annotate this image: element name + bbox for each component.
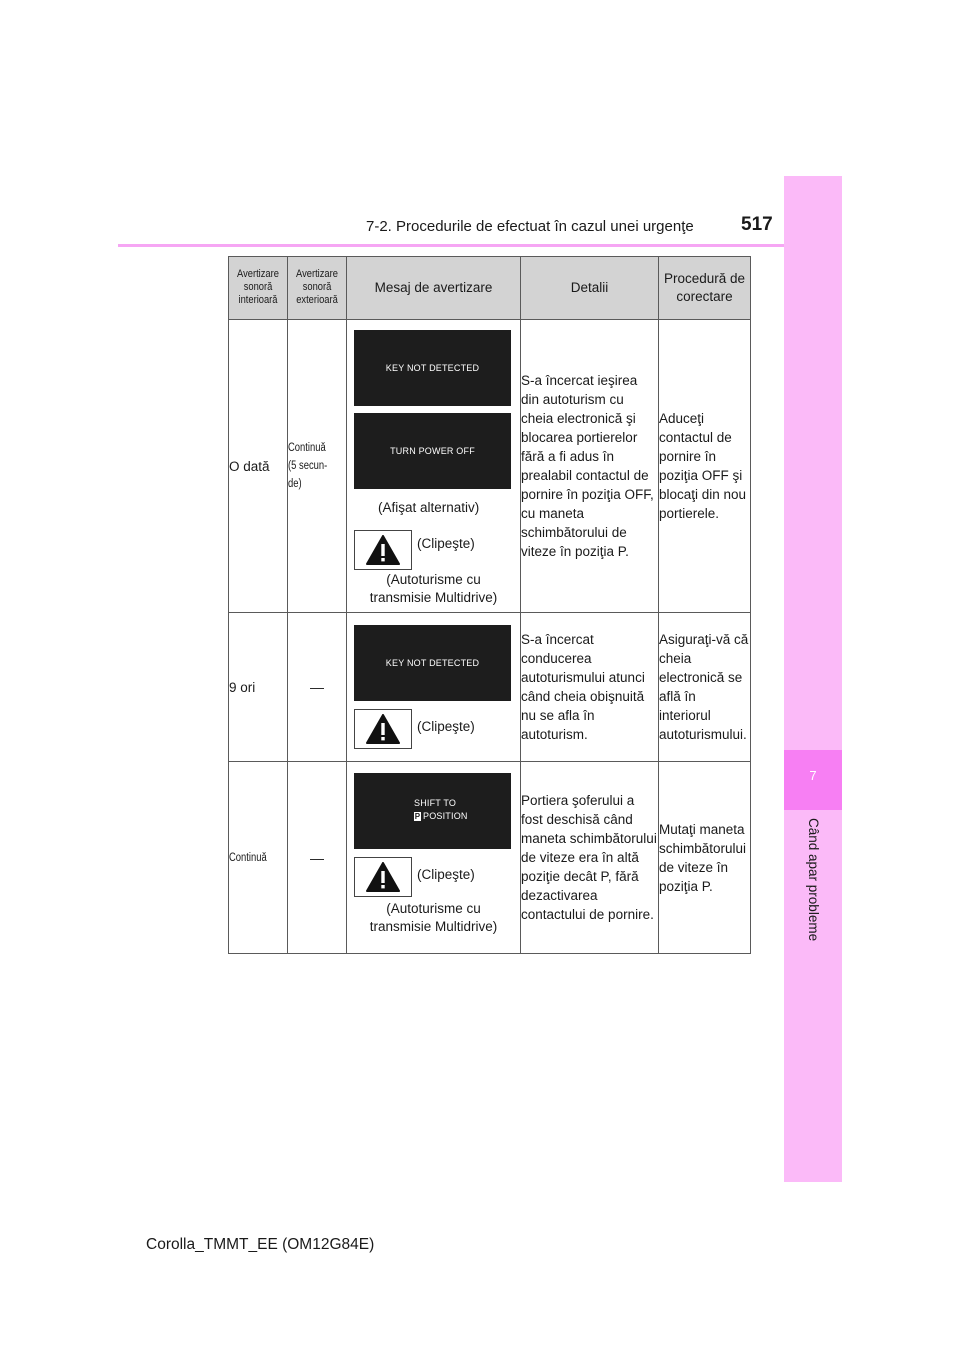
procedure-cell: Asiguraţi-vă că cheia electronică se află în interiorul autoturismului. bbox=[659, 613, 751, 762]
display-screen bbox=[354, 330, 511, 406]
interior-sound-cell: O dată bbox=[229, 320, 288, 613]
p-position-icon: P bbox=[414, 812, 421, 821]
details-cell: S-a încercat conducerea autoturismului atunci când cheia obişnuită nu se afla în autoturism. bbox=[521, 613, 659, 762]
header-divider bbox=[118, 244, 842, 247]
warning-triangle-icon bbox=[354, 857, 412, 897]
chapter-label: Când apar probleme bbox=[806, 818, 821, 942]
section-title: 7-2. Procedurile de efectuat în cazul unei urgenţe bbox=[366, 218, 694, 235]
exterior-sound-cell: — bbox=[288, 762, 347, 954]
table-row bbox=[229, 762, 751, 954]
alternate-caption: (Afişat alternativ) bbox=[378, 500, 480, 515]
interior-sound-cell: Continuă bbox=[229, 762, 288, 954]
procedure-cell: Aduceţi contactul de pornire în poziţia OFF şi blocaţi din nou portierele. bbox=[659, 320, 751, 613]
table-row bbox=[229, 613, 751, 762]
chapter-tab-strip bbox=[784, 176, 842, 1182]
display-screen bbox=[354, 625, 511, 701]
message-cell bbox=[347, 613, 521, 762]
page-number: 517 bbox=[741, 214, 773, 235]
vehicle-note: (Autoturisme cu transmisie Multidrive) bbox=[369, 901, 498, 934]
col-message: Mesaj de avertizare bbox=[347, 257, 521, 320]
col-procedure: Procedură de corectare bbox=[659, 257, 751, 320]
warning-triangle-icon bbox=[354, 530, 412, 570]
table-header-row bbox=[229, 257, 751, 320]
display-message: TURN POWER OFF bbox=[390, 446, 475, 456]
col-exterior-sound: Avertizare sonoră exterioară bbox=[288, 257, 347, 320]
col-details: Detalii bbox=[521, 257, 659, 320]
chapter-number: 7 bbox=[809, 768, 817, 783]
display-screen bbox=[354, 413, 511, 489]
blink-caption: (Clipeşte) bbox=[417, 536, 475, 551]
footer-model-code: Corolla_TMMT_EE (OM12G84E) bbox=[146, 1236, 375, 1253]
message-cell bbox=[347, 762, 521, 954]
display-message: SHIFT TO P POSITION bbox=[414, 798, 468, 821]
warning-triangle-icon bbox=[354, 709, 412, 749]
display-message: KEY NOT DETECTED bbox=[385, 363, 480, 373]
blink-caption: (Clipeşte) bbox=[417, 867, 475, 882]
display-message: KEY NOT DETECTED bbox=[385, 658, 480, 668]
warning-table bbox=[228, 256, 751, 954]
display-screen bbox=[354, 773, 511, 849]
exterior-sound-cell: Continuă (5 secun- de) bbox=[288, 320, 347, 613]
details-cell: S-a încercat ieşirea din autoturism cu cheia electronică şi blocarea portierelor fără a fi adus în prealabil contactul de pornire în poziţia OFF, cu maneta schimbătorului de viteze în poziţia P. bbox=[521, 320, 659, 613]
blink-caption: (Clipeşte) bbox=[417, 719, 475, 734]
message-cell bbox=[347, 320, 521, 613]
details-cell: Portiera şoferului a fost deschisă când maneta schimbătorului de viteze era în altă poziţie decât P, fără dezactivarea contactului de pornire. bbox=[521, 762, 659, 954]
col-interior-sound: Avertizare sonoră interioară bbox=[229, 257, 288, 320]
procedure-cell: Mutaţi maneta schimbătorului de viteze în poziţia P. bbox=[659, 762, 751, 954]
table-row bbox=[229, 320, 751, 613]
interior-sound-cell: 9 ori bbox=[229, 613, 288, 762]
vehicle-note: (Autoturisme cu transmisie Multidrive) bbox=[369, 572, 498, 605]
exterior-sound-cell: — bbox=[288, 613, 347, 762]
